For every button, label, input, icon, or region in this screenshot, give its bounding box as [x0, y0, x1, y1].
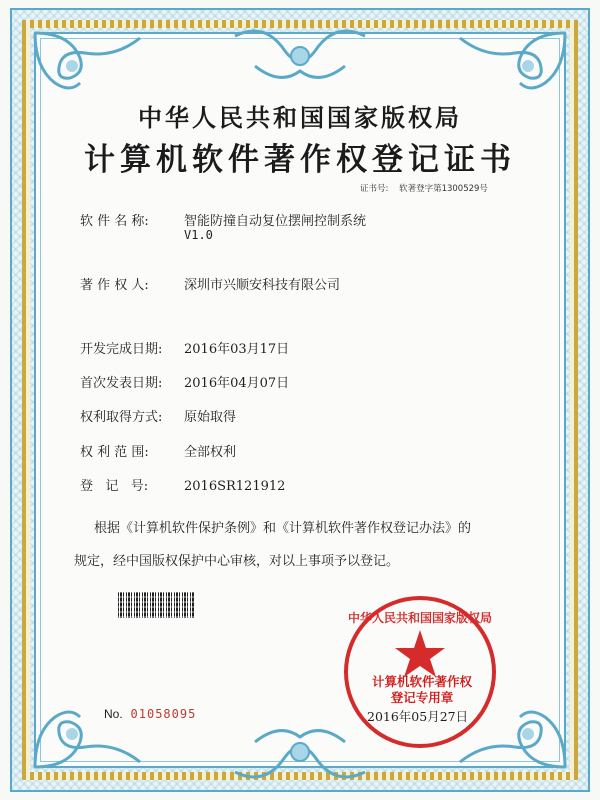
issue-date: 2016年05月27日 — [367, 709, 469, 724]
corner-ornament-top-left — [30, 28, 150, 108]
field-label: 软 件 名 称: — [80, 214, 149, 229]
issuing-authority: 中华人民共和国国家版权局 — [138, 104, 462, 132]
crest-ornament-top — [225, 26, 375, 96]
field-software-name — [80, 210, 366, 229]
field-label: 著 作 权 人: — [80, 278, 149, 293]
field-value: 全部权利 — [184, 445, 237, 460]
serial-number — [104, 707, 196, 721]
certificate-number-value: 软著登字第1300529号 — [399, 184, 488, 194]
software-version: V1.0 — [184, 228, 213, 242]
field-scope-of-rights — [80, 441, 236, 460]
barcode — [118, 592, 194, 618]
field-label: 权 利 范 围: — [80, 445, 149, 460]
field-label: 权利取得方式: — [80, 410, 163, 425]
serial-number-label: No. — [104, 707, 123, 721]
field-acquisition-method — [80, 406, 236, 425]
corner-ornament-bottom-left — [30, 692, 150, 772]
seal-center-text — [360, 674, 484, 706]
certificate-title: 计算机软件著作权登记证书 — [84, 142, 516, 178]
field-value: 2016年03月17日 — [184, 342, 290, 357]
certificate-number-label: 证书号: — [360, 184, 389, 194]
field-completion-date — [80, 338, 289, 357]
seal-ring-text: 中华人民共和国国家版权局 — [347, 611, 493, 625]
field-copyright-owner — [80, 274, 340, 293]
field-value: 原始取得 — [184, 410, 237, 425]
seal-center-line-1: 计算机软件著作权 — [371, 674, 472, 689]
field-publish-date — [80, 372, 289, 391]
field-value: 2016年04月07日 — [184, 376, 290, 391]
field-label: 首次发表日期: — [80, 376, 163, 391]
seal-center-line-2: 登记专用章 — [390, 690, 454, 705]
statement-line-2: 规定，经中国版权保护中心审核，对以上事项予以登记。 — [74, 554, 400, 569]
field-label: 登 记 号: — [80, 479, 149, 494]
official-seal — [340, 592, 500, 752]
certificate-number — [360, 182, 488, 194]
field-registration-number — [80, 475, 285, 494]
statement-line-1: 根据《计算机软件保护条例》和《计算机软件著作权登记办法》的 — [94, 521, 472, 536]
serial-number-value: 01058095 — [130, 707, 197, 721]
field-value: 2016SR121912 — [184, 479, 286, 494]
corner-ornament-top-right — [450, 28, 570, 108]
field-value: 深圳市兴顺安科技有限公司 — [184, 278, 341, 293]
field-value: 智能防撞自动复位摆闸控制系统 — [184, 214, 367, 229]
field-label: 开发完成日期: — [80, 342, 163, 357]
